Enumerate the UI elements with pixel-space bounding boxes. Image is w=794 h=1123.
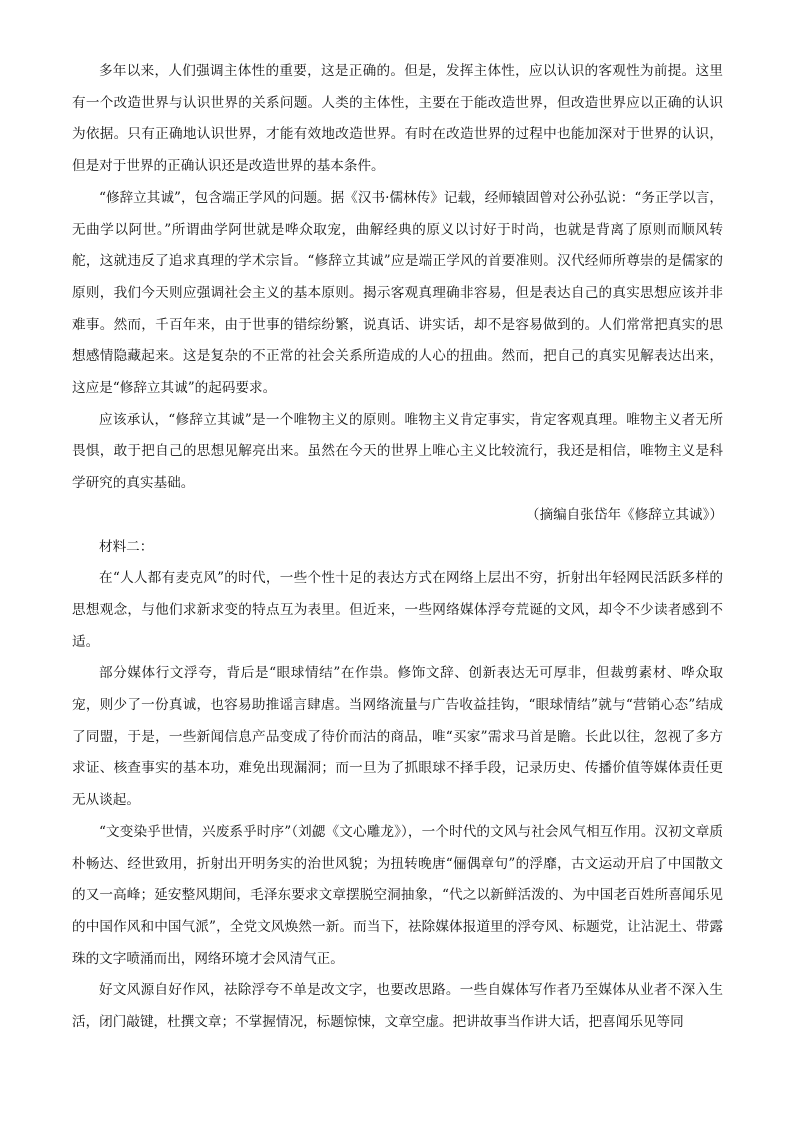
paragraph-good-style: 好文风源自好作风，祛除浮夸不单是改文字，也要改思路。一些自媒体写作者乃至媒体从业者不深入生活，闭门敲键，杜撰文章；不掌握情况，标题惊悚，文章空虚。把讲故事当作讲大话，把喜闻乐见等同	[72, 982, 723, 1031]
paragraph-academic-style: “修辞立其诚”，包含端正学风的问题。据《汉书·儒林传》记载，经师辕固曾对公孙弘说：“务正学以言，无曲学以阿世。”所谓曲学阿世就是哗众取宠，曲解经典的原义以讨好于时尚，也就是背离了原则而顺风转舵，这就违反了追求真理的学术宗旨。“修辞立其诚”应是端正学风的首要准则。汉代经师所尊崇的是儒家的原则，我们今天则应强调社会主义的基本原则。揭示客观真理确非容易，但是表达自己的真实思想应该并非难事。然而，千百年来，由于世事的错综纷繁，说真话、讲实话，却不是容易做到的。人们常常把真实的思想感情隐藏起来。这是复杂的不正常的社会关系所造成的人心的扭曲。然而，把自己的真实见解表达出来，这应是“修辞立其诚”的起码要求。	[72, 189, 723, 397]
section-heading-material-two: 材料二：	[99, 538, 154, 555]
paragraph-literary-style-history: “文变染乎世情，兴废系乎时序”（刘勰《文心雕龙》），一个时代的文风与社会风气相互作用。汉初文章质朴畅达、经世致用，折射出开明务实的治世风貌；为扭转晚唐“俪偶章句”的浮靡，古文运动开启了中国散文的又一高峰；延安整风期间，毛泽东要求文章摆脱空洞抽象，“代之以新鲜活泼的、为中国老百姓所喜闻乐见的中国作风和中国气派”，全党文风焕然一新。而当下，祛除媒体报道里的浮夸风、标题党，让沾泥土、带露珠的文字喷涌而出，网络环境才会风清气正。	[72, 823, 723, 967]
paragraph-subjectivity: 多年以来，人们强调主体性的重要，这是正确的。但是，发挥主体性，应以认识的客观性为前提。这里有一个改造世界与认识世界的关系问题。人类的主体性，主要在于能改造世界，但改造世界应以正确的认识为依据。只有正确地认识世界，才能有效地改造世界。有时在改造世界的过程中也能加深对于世界的认识，但是对于世界的正确认识还是改造世界的基本条件。	[72, 63, 723, 175]
paragraph-microphone-era: 在“人人都有麦克风”的时代，一些个性十足的表达方式在网络上层出不穷，折射出年轻网民活跃多样的思想观念，与他们求新求变的特点互为表里。但近来，一些网络媒体浮夸荒诞的文风，却令不少读者感到不适。	[72, 570, 723, 650]
source-citation: （摘编自张岱年《修辞立其诚》）	[525, 506, 723, 523]
paragraph-materialism: 应该承认，“修辞立其诚”是一个唯物主义的原则。唯物主义肯定事实，肯定客观真理。唯物主义者无所畏惧，敢于把自己的思想见解亮出来。虽然在今天的世界上唯心主义比较流行，我还是相信，唯物主义是科学研究的真实基础。	[72, 411, 723, 492]
paragraph-eyeball-complex: 部分媒体行文浮夸，背后是“眼球情结”在作祟。修饰文辞、创新表达无可厚非，但裁剪素材、哗众取宠，则少了一份真诚，也容易助推谣言肆虐。当网络流量与广告收益挂钩，“眼球情结”就与“营销心态”结成了同盟，于是，一些新闻信息产品变成了待价而沽的商品，唯“买家”需求马首是瞻。长此以往，忽视了多方求证、核查事实的基本功，难免出现漏洞；而一旦为了抓眼球不择手段，记录历史、传播价值等媒体责任更无从谈起。	[72, 665, 723, 809]
document-page	[72, 56, 723, 1039]
